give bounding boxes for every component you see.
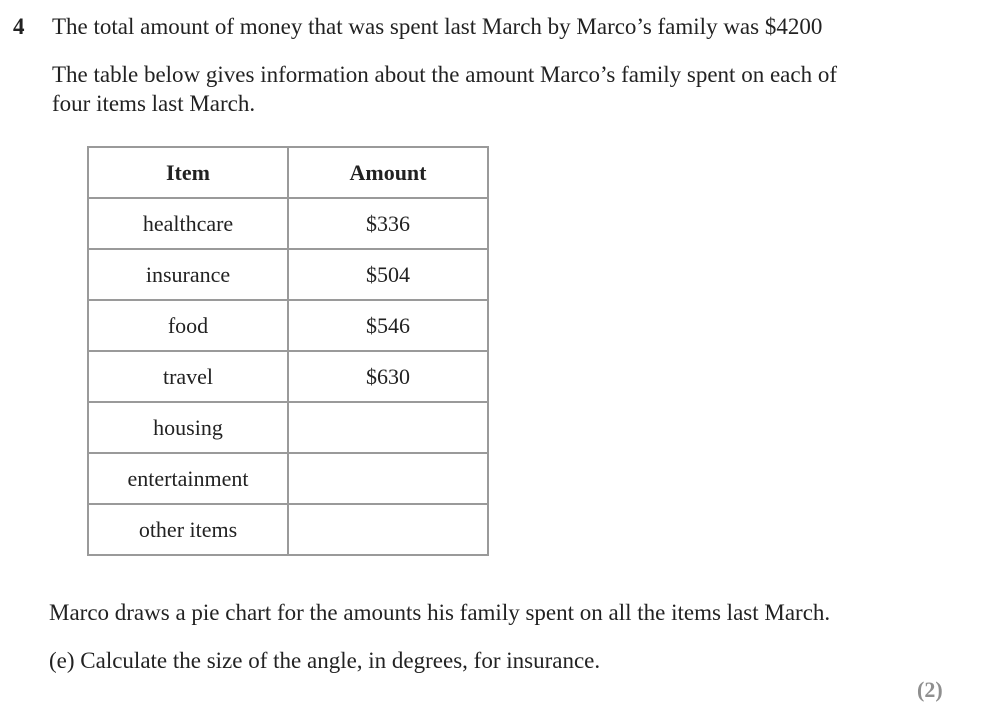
table-row	[88, 504, 488, 555]
part-e-question: (e) Calculate the size of the angle, in degrees, for insurance.	[49, 648, 601, 673]
amount-cell: $546	[288, 300, 488, 351]
item-cell: other items	[88, 504, 288, 555]
table-row	[88, 351, 488, 402]
table-description-line-1: The table below gives information about the amount Marco’s family spent on each of	[52, 62, 837, 87]
item-cell: healthcare	[88, 198, 288, 249]
amount-cell: $336	[288, 198, 488, 249]
amount-cell-empty	[288, 453, 488, 504]
pie-chart-statement: Marco draws a pie chart for the amounts his family spent on all the items last March.	[49, 600, 831, 625]
header-item: Item	[88, 147, 288, 198]
amount-cell-empty	[288, 402, 488, 453]
table-row	[88, 198, 488, 249]
item-cell: travel	[88, 351, 288, 402]
table-row	[88, 300, 488, 351]
item-cell: food	[88, 300, 288, 351]
item-cell: housing	[88, 402, 288, 453]
item-cell: insurance	[88, 249, 288, 300]
item-cell: entertainment	[88, 453, 288, 504]
spending-table	[87, 146, 489, 556]
amount-cell: $630	[288, 351, 488, 402]
amount-cell-empty	[288, 504, 488, 555]
table-header-row	[88, 147, 488, 198]
table-row	[88, 402, 488, 453]
header-amount: Amount	[288, 147, 488, 198]
amount-cell: $504	[288, 249, 488, 300]
question-intro-line: The total amount of money that was spent last March by Marco’s family was $4200	[52, 14, 823, 39]
question-number: 4	[13, 14, 25, 39]
marks-indicator: (2)	[917, 677, 943, 702]
table-row	[88, 453, 488, 504]
table-row	[88, 249, 488, 300]
table-description-line-2: four items last March.	[52, 91, 256, 116]
